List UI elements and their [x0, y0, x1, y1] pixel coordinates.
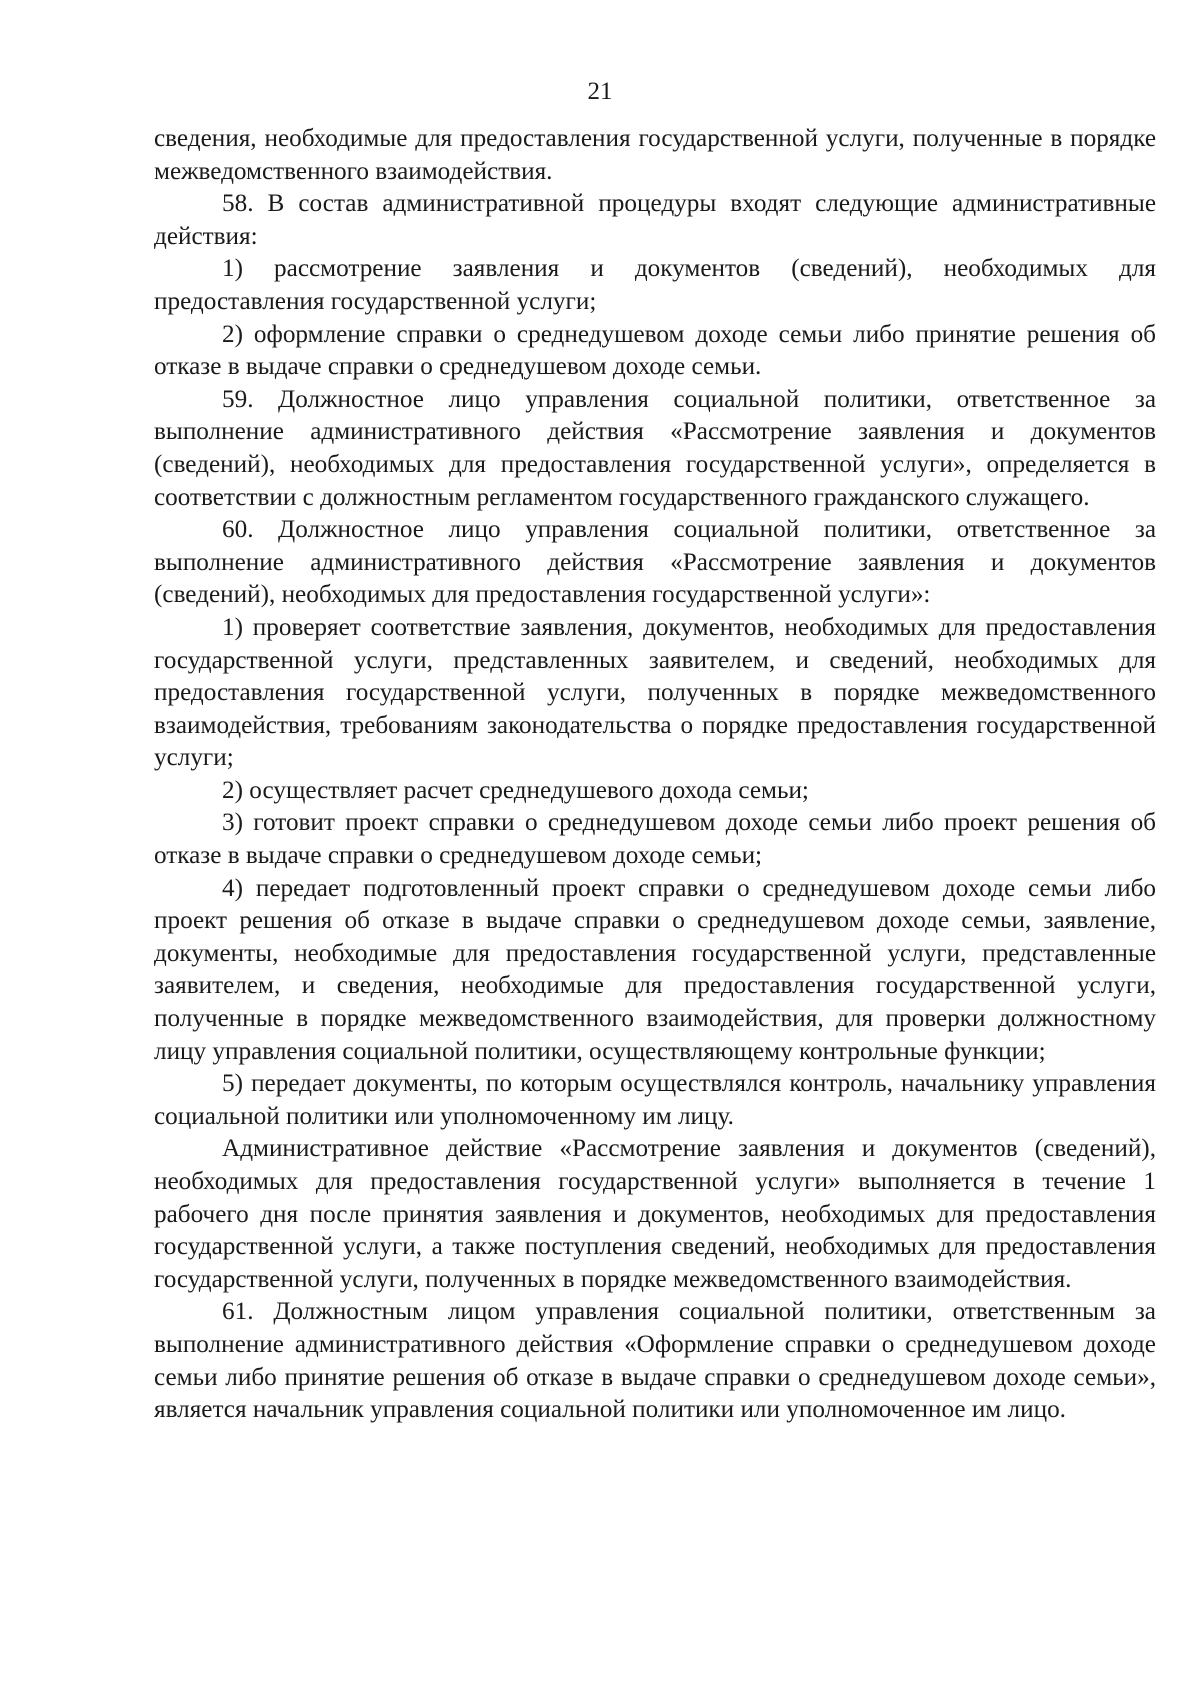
list-item-60-5: 5) передает документы, по которым осуществлялся контроль, начальнику управления социальной политики или уполномоченному им лицу.: [154, 1070, 1156, 1130]
page-number: 21: [587, 78, 613, 105]
list-item-60-1: 1) проверяет соответствие заявления, документов, необходимых для предоставления государственной услуги, представленных заявителем, и сведений, необходимых для предоставления государственной услуги, полученных в порядке межведомственного взаимодействия, требованиям законодательства о порядке предоставления государственной услуги;: [154, 613, 1156, 772]
list-item-58-1: 1) рассмотрение заявления и документов (сведений), необходимых для предоставления государственной услуги;: [154, 255, 1156, 315]
paragraph-60: 60. Должностное лицо управления социальной политики, ответственное за выполнение административного действия «Рассмотрение заявления и документов (сведений), необходимых для предоставления государственной услуги»:: [154, 516, 1156, 609]
list-item-60-2: 2) осуществляет расчет среднедушевого дохода семьи;: [222, 776, 809, 804]
paragraph-admin-action: Административное действие «Рассмотрение заявления и документов (сведений), необходимых для предоставления государственной услуги» выполняется в течение 1 рабочего дня после принятия заявления и документов, необходимых для предоставления государственной услуги, а также поступления сведений, необходимых для предоставления государственной услуги, полученных в порядке межведомственного взаимодействия.: [154, 1135, 1156, 1293]
paragraph-58: 58. В состав административной процедуры входят следующие административные действия:: [154, 190, 1156, 250]
list-item-60-4: 4) передает подготовленный проект справки о среднедушевом доходе семьи либо проект решения об отказе в выдаче справки о среднедушевом доходе семьи, заявление, документы, необходимые для предоставления государственной услуги, представленные заявителем, и сведения, необходимые для предоставления государственной услуги, полученные в порядке межведомственного взаимодействия, для проверки должностному лицу управления социальной политики, осуществляющему контрольные функции;: [154, 874, 1156, 1065]
paragraph-61: 61. Должностным лицом управления социальной политики, ответственным за выполнение административного действия «Оформление справки о среднедушевом доходе семьи либо принятие решения об отказе в выдаче справки о среднедушевом доходе семьи», является начальник управления социальной политики или уполномоченное им лицо.: [154, 1298, 1156, 1424]
list-item-58-2: 2) оформление справки о среднедушевом доходе семьи либо принятие решения об отказе в выдаче справки о среднедушевом доходе семьи.: [154, 320, 1156, 381]
paragraph-59: 59. Должностное лицо управления социальной политики, ответственное за выполнение административного действия «Рассмотрение заявления и документов (сведений), необходимых для предоставления государственной услуги», определяется в соответствии с должностным регламентом государственного гражданского служащего.: [154, 385, 1156, 511]
paragraph-continuation: сведения, необходимые для предоставления государственной услуги, полученные в порядке межведомственного взаимодействия.: [154, 125, 1156, 185]
document-body: [154, 123, 1156, 1427]
list-item-60-3: 3) готовит проект справки о среднедушевом доходе семьи либо проект решения об отказе в выдаче справки о среднедушевом доходе семьи;: [154, 809, 1156, 870]
